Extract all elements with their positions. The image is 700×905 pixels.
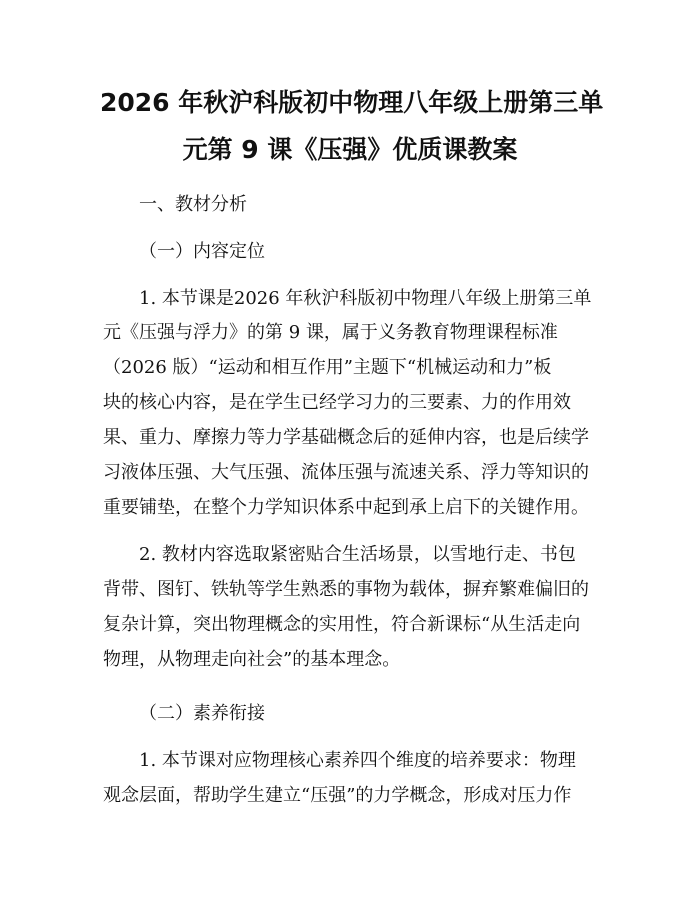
paragraph-2-line-3: 复杂计算，突出物理概念的实用性，符合新课标“从生活走向: [103, 614, 581, 635]
paragraph-3-line-2: 观念层面，帮助学生建立“压强”的力学概念，形成对压力作: [103, 785, 572, 806]
paragraph-1-line-4: 块的核心内容，是在学生已经学习力的三要素、力的作用效: [103, 392, 571, 413]
paragraph-2-line-4: 物理，从物理走向社会”的基本理念。: [103, 649, 401, 670]
paragraph-1-line-3: （2026 版）“运动和相互作用”主题下“机械运动和力”板: [103, 357, 552, 378]
subsection-heading-competency-connection: （二）素养衔接: [139, 703, 265, 724]
document-title-line-2: 元第 9 课《压强》优质课教案: [182, 135, 518, 164]
subsection-heading-content-positioning: （一）内容定位: [139, 241, 265, 262]
paragraph-1-line-1: 1. 本节课是2026 年秋沪科版初中物理八年级上册第三单: [139, 288, 592, 309]
paragraph-1-line-2: 元《压强与浮力》的第 9 课，属于义务教育物理课程标准: [103, 322, 558, 343]
paragraph-1-line-7: 重要铺垫，在整个力学知识体系中起到承上启下的关键作用。: [103, 497, 589, 518]
paragraph-1-line-5: 果、重力、摩擦力等力学基础概念后的延伸内容，也是后续学: [103, 427, 589, 448]
paragraph-3-line-1: 1. 本节课对应物理核心素养四个维度的培养要求：物理: [139, 750, 576, 771]
paragraph-2-line-1: 2. 教材内容选取紧密贴合生活场景，以雪地行走、书包: [139, 544, 576, 565]
document-title-line-1: 2026 年秋沪科版初中物理八年级上册第三单: [100, 88, 604, 117]
section-heading-teaching-material-analysis: 一、教材分析: [139, 194, 247, 215]
paragraph-2-line-2: 背带、图钉、铁轨等学生熟悉的事物为载体，摒弃繁难偏旧的: [103, 579, 589, 600]
paragraph-1-line-6: 习液体压强、大气压强、流体压强与流速关系、浮力等知识的: [103, 462, 589, 483]
